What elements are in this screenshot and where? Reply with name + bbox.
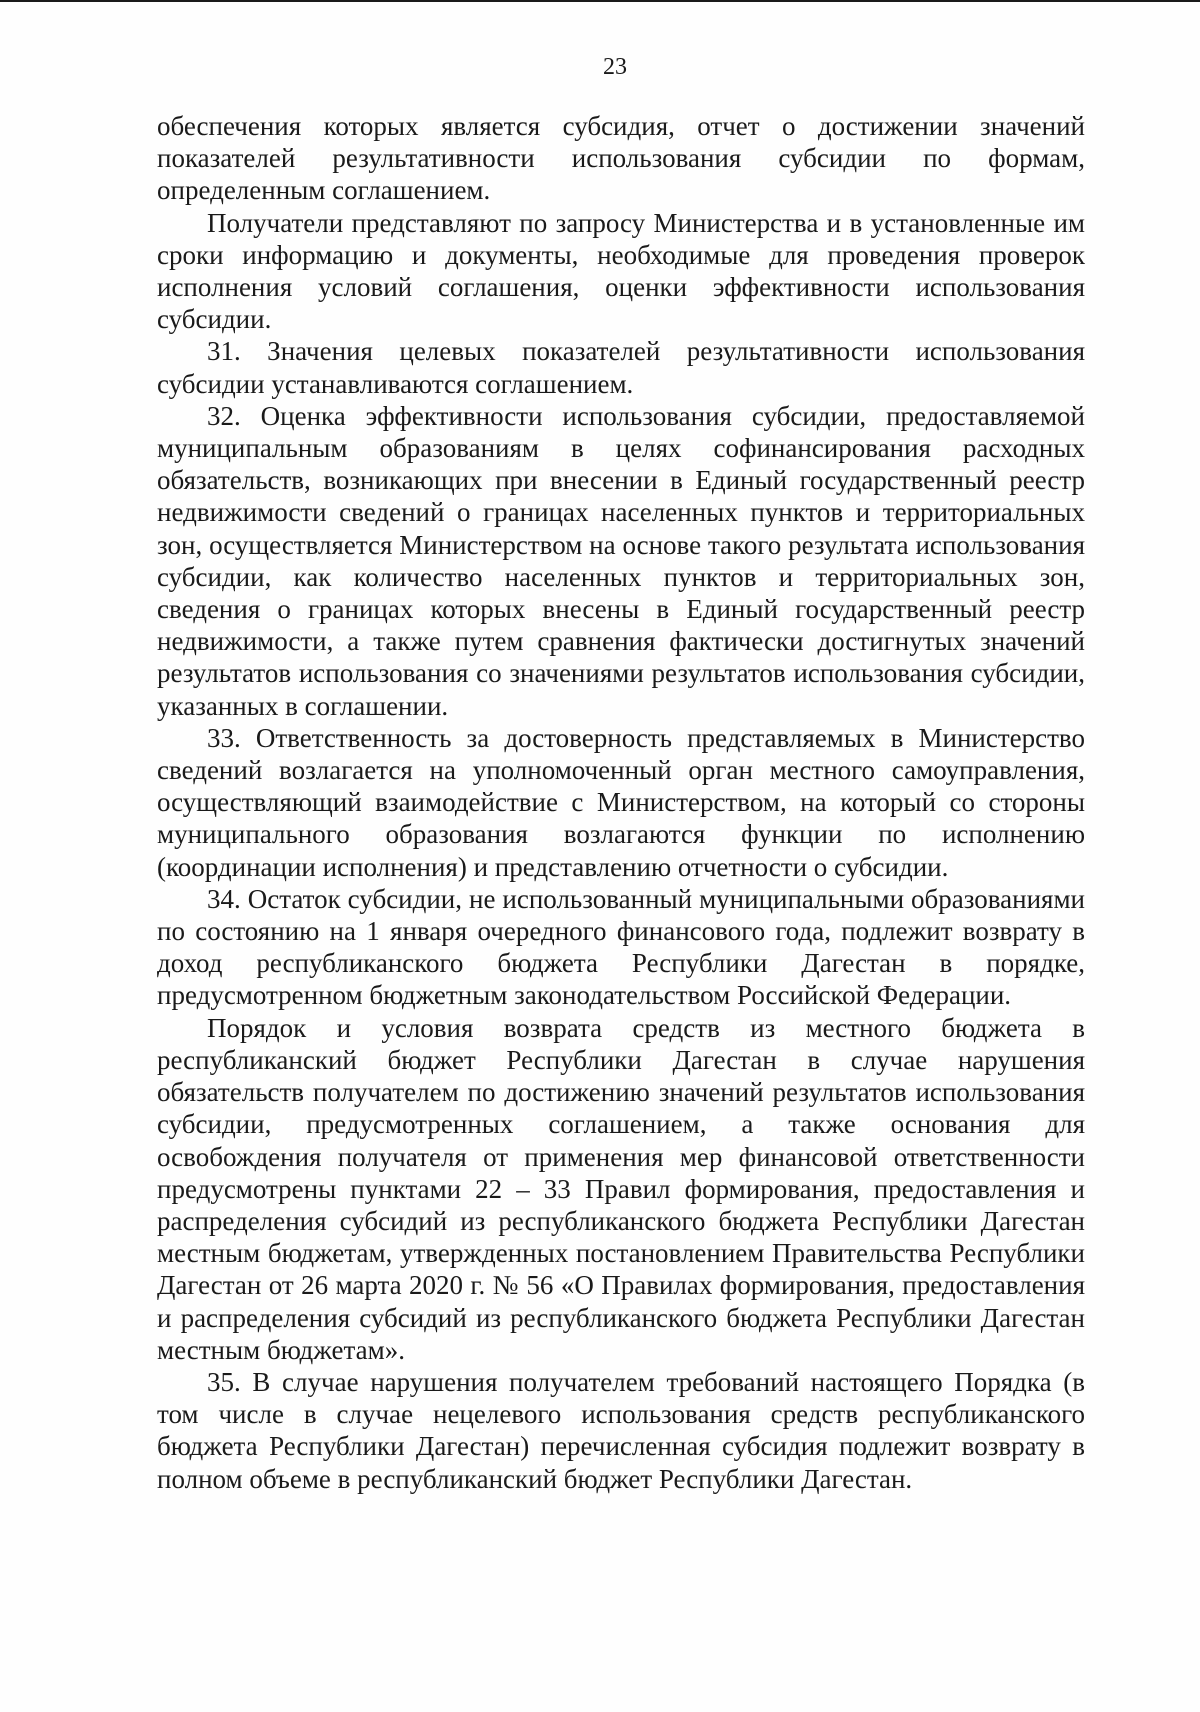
document-body	[157, 110, 1085, 1495]
page-number: 23	[603, 54, 627, 80]
paragraph-return-procedure: Порядок и условия возврата средств из местного бюджета в республиканский бюджет Республики Дагестан в случае нарушения обязательств получателем по достижению значений результатов использования субсидии, предусмотренных соглашением, а также основания для освобождения получателя от применения мер финансовой ответственности предусмотрены пунктами 22 – 33 Правил формирования, предоставления и распределения субсидий из республиканского бюджета Республики Дагестан местным бюджетам, утвержденных постановлением Правительства Республики Дагестан от 26 марта 2020 г. № 56 «О Правилах формирования, предоставления и распределения субсидий из республиканского бюджета Республики Дагестан местным бюджетам».	[157, 1012, 1085, 1365]
paragraph-continuation: обеспечения которых является субсидия, отчет о достижении значений показателей результативности использования субсидии по формам, определенным соглашением.	[157, 111, 1085, 206]
paragraph-recipients-info: Получатели представляют по запросу Министерства и в установленные им сроки информацию и документы, необходимые для проведения проверок исполнения условий соглашения, оценки эффективности использования субсидии.	[157, 207, 1085, 335]
paragraph-32: 32. Оценка эффективности использования субсидии, предоставляемой муниципальным образованиям в целях софинансирования расходных обязательств, возникающих при внесении в Единый государственный реестр недвижимости сведений о границах населенных пунктов и территориальных зон, осуществляется Министерством на основе такого результата использования субсидии, как количество населенных пунктов и территориальных зон, сведения о границах которых внесены в Единый государственный реестр недвижимости, а также путем сравнения фактически достигнутых значений результатов использования со значениями результатов использования субсидии, указанных в соглашении.	[157, 400, 1085, 721]
paragraph-34: 34. Остаток субсидии, не использованный муниципальными образованиями по состоянию на 1 января очередного финансового года, подлежит возврату в доход республиканского бюджета Республики Дагестан в порядке, предусмотренном бюджетным законодательством Российской Федерации.	[157, 883, 1085, 1011]
paragraph-33: 33. Ответственность за достоверность представляемых в Министерство сведений возлагается на уполномоченный орган местного самоуправления, осуществляющий взаимодействие с Министерством, на который со стороны муниципального образования возлагаются функции по исполнению (координации исполнения) и представлению отчетности о субсидии.	[157, 722, 1085, 882]
paragraph-31: 31. Значения целевых показателей результативности использования субсидии устанавливаются соглашением.	[157, 336, 1085, 399]
paragraph-35: 35. В случае нарушения получателем требований настоящего Порядка (в том числе в случае нецелевого использования средств республиканского бюджета Республики Дагестан) перечисленная субсидия подлежит возврату в полном объеме в республиканский бюджет Республики Дагестан.	[157, 1366, 1085, 1494]
